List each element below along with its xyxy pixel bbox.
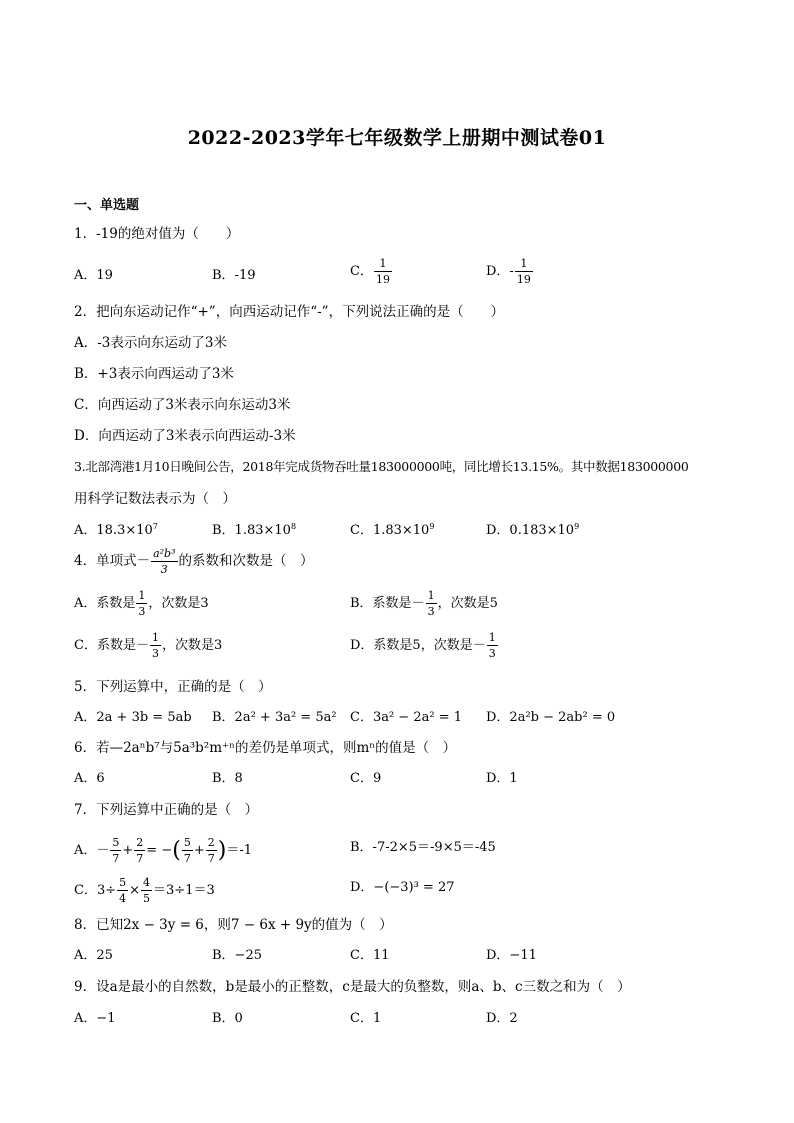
section-heading: 一、单选题 xyxy=(74,198,140,213)
q4-option-b: B．系数是－ $\frac{1}{3}$ ，次数是5 xyxy=(350,589,498,618)
q6-option-c: C．9 xyxy=(350,771,382,786)
q4-option-c: C．系数是－ $\frac{1}{3}$ ，次数是3 xyxy=(74,631,223,660)
q1-option-d: D．- $\frac{1}{19}$ xyxy=(486,257,531,286)
q9-option-d: D．2 xyxy=(486,1011,518,1026)
q3-option-a: A．$18.3\times 10^7$ xyxy=(74,522,158,538)
q7-option-a: A．－ $\frac{5}{7}$ + $\frac{2}{7}$ = −( $\frac{5}{7}$ + $\frac{2}{7}$ )＝-1 xyxy=(74,836,252,865)
q1-option-a: A．19 xyxy=(74,268,113,283)
q4-option-a: A．系数是 $\frac{1}{3}$ ，次数是3 xyxy=(74,589,209,618)
q2-option-b: B．+3表示向西运动了3米 xyxy=(74,366,234,382)
q7-option-d: D．−(−3)³ = 27 xyxy=(350,880,455,895)
q9-option-a: A．−1 xyxy=(74,1011,116,1026)
question-8-stem: 8．已知2x − 3y = 6，则7 − 6x + 9y的值为（ ） xyxy=(74,917,393,933)
question-4-stem: 4．单项式－ $\frac{\text{a²b³}}{3}$ 的系数和次数是（ ） xyxy=(74,547,314,576)
q8-option-a: A．25 xyxy=(74,948,113,963)
q5-option-c: C．3a² − 2a² = 1 xyxy=(350,710,462,725)
q5-option-d: D．2a²b − 2ab² = 0 xyxy=(486,710,616,725)
q5-option-b: B．2a² + 3a² = 5a² xyxy=(212,710,337,725)
q2-option-a: A．-3表示向东运动了3米 xyxy=(74,335,227,351)
q3-option-d: D．$0.183\times 10^9$ xyxy=(486,522,580,538)
question-5-stem: 5．下列运算中，正确的是（ ） xyxy=(74,679,272,695)
q3-option-c: C．$1.83\times 10^9$ xyxy=(350,522,435,538)
q1-option-b: B．-19 xyxy=(212,268,256,283)
q8-option-d: D．−11 xyxy=(486,948,537,963)
q2-option-d: D．向西运动了3米表示向西运动-3米 xyxy=(74,428,296,444)
q9-option-b: B．0 xyxy=(212,1011,243,1026)
question-3-stem-line-2: 用科学记数法表示为（ ） xyxy=(74,491,236,507)
q6-option-d: D．1 xyxy=(486,771,518,786)
q7-option-b: B．-7-2×5＝-9×5＝-45 xyxy=(350,840,496,855)
q8-option-c: C．11 xyxy=(350,948,390,963)
question-2-stem: 2．把向东运动记作“+”，向西运动记作“-”，下列说法正确的是（ ） xyxy=(74,304,505,320)
q8-option-b: B．−25 xyxy=(212,948,262,963)
q9-option-c: C．1 xyxy=(350,1011,382,1026)
q1-option-c: C． $\frac{1}{19}$ xyxy=(350,257,390,286)
question-7-stem: 7．下列运算中正确的是（ ） xyxy=(74,802,259,818)
q2-option-c: C．向西运动了3米表示向东运动3米 xyxy=(74,397,291,413)
q4-option-d: D．系数是5，次数是－ $\frac{1}{3}$ xyxy=(350,631,496,660)
q7-option-c: C．3÷ $\frac{5}{4}$ × $\frac{4}{5}$ ＝3÷1＝3 xyxy=(74,876,215,905)
q5-option-a: A．2a + 3b = 5ab xyxy=(74,710,192,725)
q6-option-b: B．8 xyxy=(212,771,243,786)
q3-option-b: B．$1.83\times 10^8$ xyxy=(212,522,297,538)
question-1-stem: 1．-19的绝对值为（ ） xyxy=(74,226,240,242)
question-9-stem: 9．设a是最小的自然数，b是最小的正整数，c是最大的负整数，则a、b、c三数之和为（ ） xyxy=(74,979,631,995)
question-6-stem: 6．若—2aⁿb⁷与5a³b²m⁺ⁿ的差仍是单项式，则mⁿ的值是（ ） xyxy=(74,740,457,756)
page-title: 2022-2023学年七年级数学上册期中测试卷01 xyxy=(187,127,607,149)
question-3-stem-line-1: 3.北部湾港1月10日晚间公告，2018年完成货物吞吐量183000000吨，同比增长13.15%。其中数据183000000 xyxy=(74,459,689,474)
q6-option-a: A．6 xyxy=(74,771,105,786)
